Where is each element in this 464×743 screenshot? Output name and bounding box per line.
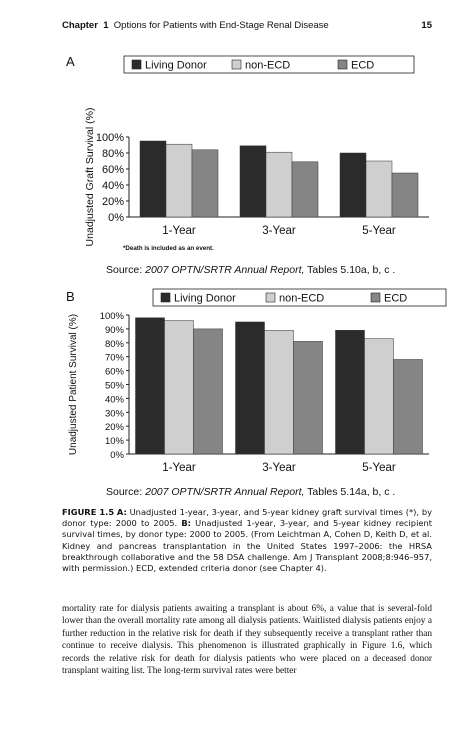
bar-living-donor: [140, 141, 166, 217]
y-tick-label: 20%: [104, 422, 124, 434]
y-axis-label: Unadjusted Graft Survival (%): [84, 107, 96, 247]
legend-swatch: [232, 60, 241, 69]
figure-caption: FIGURE 1.5 A: Unadjusted 1-year, 3-year, and 5-year kidney graft survival times (*), by donor type: 2000 to 2005. B: Unadjusted 1-year, 3-year, and 5-year kidney recipient survival times, by donor type: 2000 to 2005. (From Leichtman A, Cohen D, Keith D, et al. Kidney and pancreas transplantation in the United States 1997–2006: the HRSA breakthrough collaborative and the 58 DSA challenge. Am J Transplant 2008;8:946–957, with permission.) ECD, extended criteria donor (see Chapter 4).: [62, 507, 432, 574]
bar-non-ecd: [165, 321, 194, 454]
bar-non-ecd: [266, 152, 292, 217]
bar-non-ecd: [166, 144, 192, 217]
source-note-b: Source: 2007 OPTN/SRTR Annual Report, Tables 5.14a, b, c .: [106, 486, 396, 498]
bar-non-ecd: [265, 330, 294, 454]
bar-ecd: [194, 329, 223, 454]
y-tick-label: 60%: [101, 164, 124, 176]
body-paragraph: mortality rate for dialysis patients awaiting a transplant is about 6%, a value that is several-fold lower than the overall mortality rate among all dialysis patients. Waitlisted dialysis patients enjoy a further reduction in the relative risk for death if they subsequently receive a transplant rather than continue to receive dialysis. This phenomenon is illustrated graphically in Figure 1.6, which records the relative risk for death for dialysis patients who were placed on a deceased donor transplant waiting list. The long-term survival rates were better: [62, 604, 432, 677]
bar-non-ecd: [366, 161, 392, 217]
chart-legend: [124, 56, 414, 73]
chapter-word: Chapter: [62, 20, 98, 31]
page-number: 15: [421, 20, 432, 31]
chapter-number: 1: [103, 20, 109, 31]
y-tick-label: 90%: [104, 324, 124, 336]
bar-living-donor: [336, 330, 365, 454]
bar-ecd: [294, 341, 323, 454]
x-tick-label: 3-Year: [262, 462, 296, 474]
y-axis-label: Unadjusted Patient Survival (%): [68, 313, 79, 456]
legend-swatch: [161, 293, 170, 302]
y-tick-label: 60%: [104, 366, 124, 378]
bar-living-donor: [136, 318, 165, 454]
legend-swatch: [371, 293, 380, 302]
x-tick-label: 1-Year: [162, 462, 196, 474]
bar-non-ecd: [365, 339, 394, 454]
y-tick-label: 30%: [104, 408, 124, 420]
y-tick-label: 80%: [104, 338, 124, 350]
legend-swatch: [132, 60, 141, 69]
y-tick-label: 40%: [101, 180, 124, 192]
y-tick-label: 20%: [101, 196, 124, 208]
panel-letter-a: A: [66, 54, 75, 69]
bar-living-donor: [236, 322, 265, 454]
x-tick-label: 1-Year: [162, 225, 196, 237]
y-tick-label: 10%: [104, 436, 124, 448]
y-tick-label: 50%: [104, 380, 124, 392]
y-tick-label: 80%: [101, 148, 124, 160]
legend-swatch: [338, 60, 347, 69]
x-tick-label: 3-Year: [262, 225, 296, 237]
y-tick-label: 70%: [104, 352, 124, 364]
caption-label: FIGURE 1.5: [62, 507, 115, 517]
legend-swatch: [266, 293, 275, 302]
y-tick-label: 0%: [110, 450, 124, 461]
graft-survival-chart: [60, 55, 440, 267]
chart-legend: [153, 289, 446, 306]
x-tick-label: 5-Year: [362, 462, 396, 474]
page-header: [62, 20, 432, 34]
legend-label: non-ECD: [279, 292, 325, 305]
x-tick-label: 5-Year: [362, 225, 396, 237]
y-tick-label: 40%: [104, 394, 124, 406]
bar-ecd: [192, 150, 218, 217]
panel-letter-b: B: [66, 289, 75, 304]
bar-living-donor: [240, 146, 266, 217]
running-head: [62, 20, 329, 31]
legend-label: ECD: [351, 59, 375, 72]
patient-survival-chart: [60, 287, 440, 477]
legend-label: non-ECD: [245, 59, 291, 72]
y-tick-label: 100%: [99, 311, 124, 322]
bar-living-donor: [340, 153, 366, 217]
chart-footnote: *Death is included as an event.: [123, 245, 214, 252]
chapter-title: Options for Patients with End-Stage Renal Disease: [113, 20, 329, 31]
y-tick-label: 0%: [108, 212, 124, 224]
y-tick-label: 100%: [95, 132, 124, 144]
bar-ecd: [292, 162, 318, 217]
legend-label: Living Donor: [174, 292, 236, 305]
bar-ecd: [392, 173, 418, 217]
bar-ecd: [394, 359, 423, 454]
legend-label: Living Donor: [145, 59, 207, 72]
legend-label: ECD: [384, 292, 408, 305]
source-note-a: Source: 2007 OPTN/SRTR Annual Report, Tables 5.10a, b, c .: [106, 264, 396, 276]
